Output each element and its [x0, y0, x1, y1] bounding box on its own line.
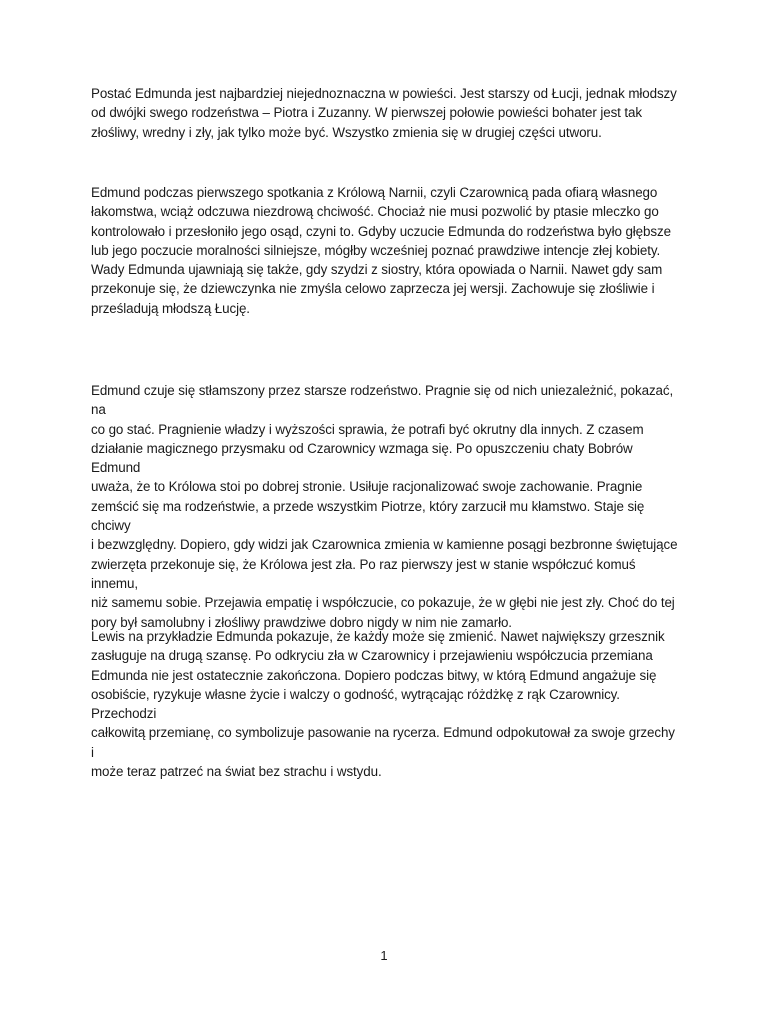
paragraph-1: Postać Edmunda jest najbardziej niejednoznaczna w powieści. Jest starszy od Łucji, jednak młodszy od dwójki swego rodzeństwa – Piotra i Zuzanny. W pierwszej połowie powieści bohater jest tak złośliwy, wredny i zły, jak tylko może być. Wszystko zmienia się w drugiej części utworu.: [91, 86, 677, 140]
paragraph-4: Lewis na przykładzie Edmunda pokazuje, że każdy może się zmienić. Nawet największy grzesznik zasługuje na drugą szansę. Po odkryciu zła w Czarownicy i przejawieniu współczucia przemiana Edmunda nie jest ostatecznie zakończona. Dopiero podczas bitwy, w którą Edmund angażuje się osobiście, ryzykuje własne życie i walczy o godność, wytrącając różdżkę z rąk Czarownicy. Przechodzi całkowitą przemianę, co symbolizuje pasowanie na rycerza. Edmund odpokutował za swoje grzechy i może teraz patrzeć na świat bez strachu i wstydu.: [91, 629, 675, 780]
paragraph-3: Edmund czuje się stłamszony przez starsze rodzeństwo. Pragnie się od nich uniezależnić, pokazać, na co go stać. Pragnienie władzy i wyższości sprawia, że potrafi być okrutny dla innych. Z czasem działanie magicznego przysmaku od Czarownicy wzmaga się. Po opuszczeniu chaty Bobrów Edmund uważa, że to Królowa stoi po dobrej stronie. Usiłuje racjonalizować swoje zachowanie. Pragnie zemścić się ma rodzeństwie, a przede wszystkim Piotrze, który zarzucił mu kłamstwo. Staje się chciwy i bezwzględny. Dopiero, gdy widzi jak Czarownica zmienia w kamienne posągi bezbronne świętujące zwierzęta przekonuje się, że Królowa jest zła. Po raz pierwszy jest w stanie współczuć komuś innemu, niż samemu sobie. Przejawia empatię i współczucie, co pokazuje, że w głębi nie jest zły. Choć do tej pory był samolubny i złośliwy prawdziwe dobro nigdy w nim nie zamarło.: [91, 383, 678, 630]
page-number: 1: [380, 948, 388, 963]
paragraph-2: Edmund podczas pierwszego spotkania z Królową Narnii, czyli Czarownicą pada ofiarą własnego łakomstwa, wciąż odczuwa niezdrową chciwość. Chociaż nie musi pozwolić by ptasie mleczko go kontrolowało i przesłoniło jego osąd, czyni to. Gdyby uczucie Edmunda do rodzeństwa było głębsze lub jego poczucie moralności silniejsze, mógłby wcześniej poznać prawdziwe intencje złej kobiety. Wady Edmunda ujawniają się także, gdy szydzi z siostry, która opowiada o Narnii. Nawet gdy sam przekonuje się, że dziewczynka nie zmyśla celowo zaprzecza jej wersji. Zachowuje się złośliwie i prześladują młodszą Łucję.: [91, 185, 671, 316]
